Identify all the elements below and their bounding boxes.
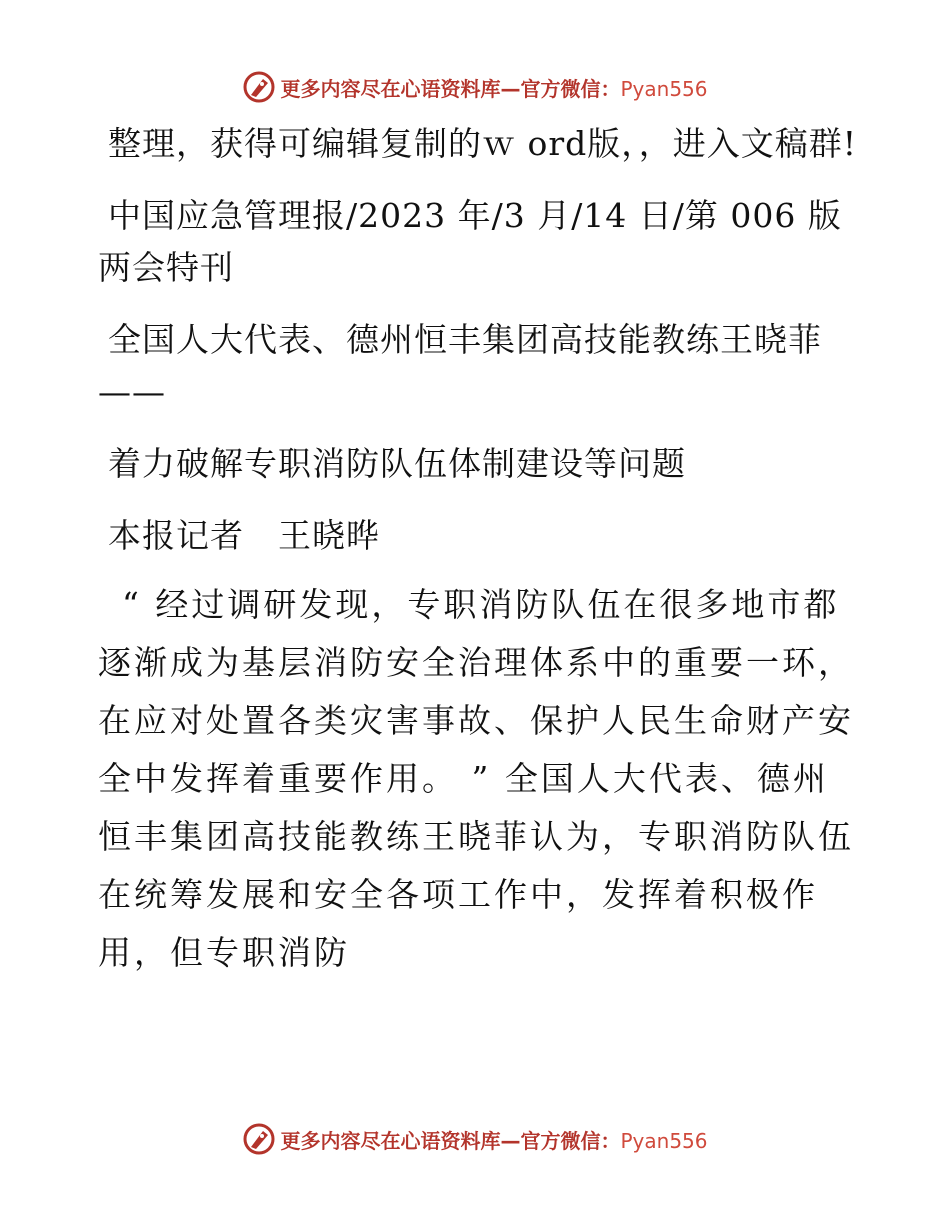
watermark-text-cn: 更多内容尽在心语资料库—官方微信： — [280, 1128, 621, 1153]
article-body: “ 经过调研发现，专职消防队伍在很多地市都逐渐成为基层消防安全治理体系中的重要一环，在应对处置各类灾害事故、保护人民生命财产安全中发挥着重要作用。 ” 全国人大代表、德州恒丰集团高技能教练王晓菲认为，专职消防队伍在统筹发展和安全各项工作中，发挥着积极作用，但专职消防 — [98, 585, 854, 972]
article-title: 着力破解专职消防队伍体制建设等问题 — [108, 444, 686, 483]
byline: 本报记者 王晓晔 — [108, 516, 380, 555]
footer-watermark — [0, 1122, 950, 1156]
watermark-text-cn: 更多内容尽在心语资料库—官方微信： — [280, 76, 621, 101]
intro-line: 整理，获得可编辑复制的ｗ ord版，，进入文稿群! — [108, 124, 858, 163]
document-body — [98, 118, 858, 982]
pen-nib-logo-icon — [242, 70, 276, 104]
watermark-text-en: Pyan556 — [620, 1128, 708, 1153]
subtitle-line: 全国人大代表、德州恒丰集团高技能教练王晓菲—— — [98, 320, 822, 411]
pen-nib-logo-icon — [242, 1122, 276, 1156]
watermark-text-en: Pyan556 — [620, 76, 708, 101]
watermark-text — [280, 1125, 707, 1154]
watermark-text — [280, 73, 707, 102]
source-line: 中国应急管理报/2023 年/3 月/14 日/第 006 版两会特刊 — [98, 196, 842, 287]
header-watermark — [0, 70, 950, 104]
